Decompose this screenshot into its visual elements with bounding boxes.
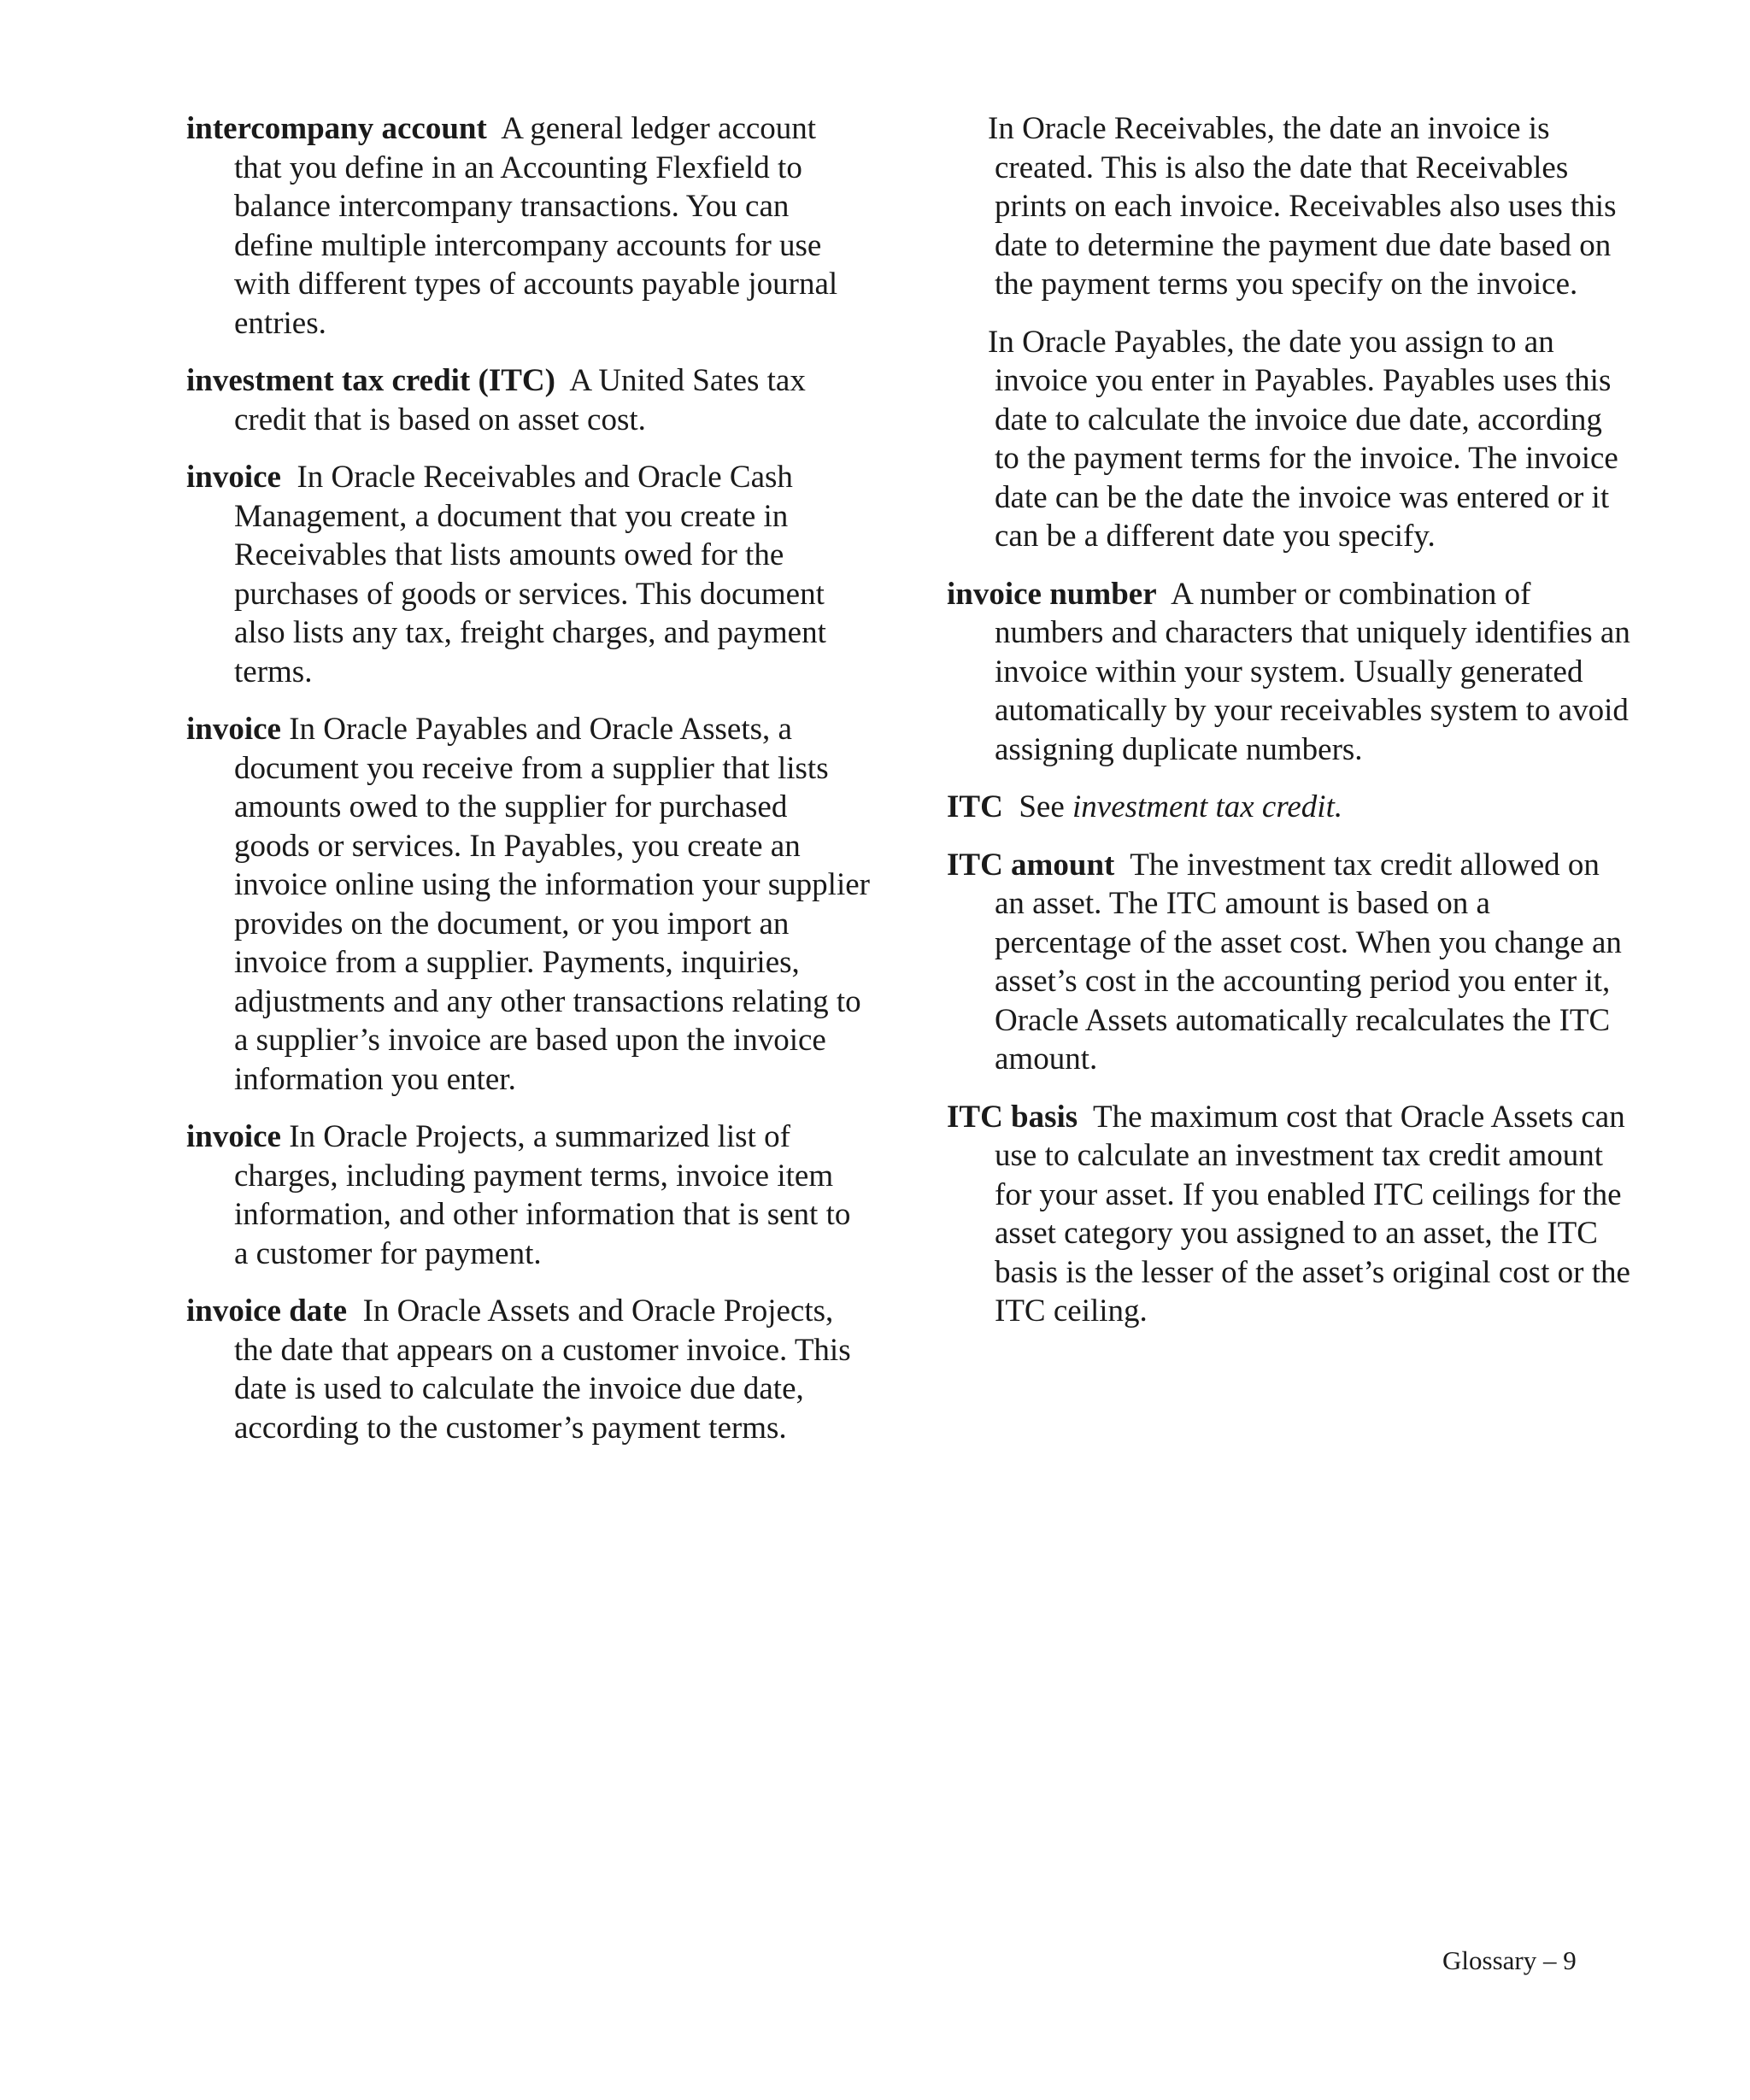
glossary-definition: In Oracle Projects, a summarized list of charges, including payment terms, invoice item information, and other information that is sent to a customer for payment. bbox=[234, 1119, 851, 1271]
see-label: See bbox=[1019, 789, 1065, 824]
glossary-entry bbox=[947, 1098, 1630, 1331]
glossary-entry bbox=[186, 1117, 870, 1273]
glossary-definition: A number or combination of numbers and characters that uniquely identifies an invoice within your system. Usually generated automatically by your receivables system to avoid assigning duplicate numbers. bbox=[995, 576, 1630, 767]
glossary-entry bbox=[186, 361, 870, 439]
page-footer: Glossary – 9 bbox=[1442, 1945, 1577, 1975]
glossary-entry bbox=[947, 846, 1630, 1079]
glossary-definition: The maximum cost that Oracle Assets can use to calculate an investment tax credit amount for your asset. If you enabled ITC ceilings for the asset category you assigned to an asset, the ITC basis is the lesser of the asset’s original cost or the ITC ceiling. bbox=[995, 1099, 1630, 1329]
glossary-term: invoice bbox=[186, 460, 281, 495]
glossary-definition-continued: In Oracle Receivables, the date an invoice is created. This is also the date that Receivables prints on each invoice. Receivables also uses this date to determine the payment due date based on the payment terms you specify on the invoice. bbox=[988, 111, 1617, 302]
glossary-term: intercompany account bbox=[186, 111, 487, 146]
glossary-entry bbox=[947, 788, 1630, 827]
glossary-definition: In Oracle Assets and Oracle Projects, the date that appears on a customer invoice. This date is used to calculate the invoice due date, according to the customer’s payment terms. bbox=[234, 1293, 851, 1446]
glossary-term: invoice bbox=[186, 712, 281, 747]
glossary-term: ITC bbox=[947, 789, 1003, 824]
glossary-entry bbox=[186, 109, 870, 343]
glossary-definition: A general ledger account that you define in an Accounting Flexfield to balance intercompany transactions. You can define multiple intercompany accounts for use with different types of accounts payable journal entries. bbox=[234, 111, 838, 341]
glossary-term: invoice date bbox=[186, 1293, 348, 1329]
glossary-term: ITC basis bbox=[947, 1099, 1078, 1135]
glossary-definition: A United Sates tax credit that is based on asset cost. bbox=[234, 363, 806, 437]
glossary-definition: The investment tax credit allowed on an asset. The ITC amount is based on a percentage of the asset cost. When you change an asset’s cost in the accounting period you enter it, Oracle Assets automatically recalculates the ITC amount. bbox=[995, 847, 1622, 1076]
glossary-entry bbox=[186, 458, 870, 691]
glossary-term: investment tax credit (ITC) bbox=[186, 363, 555, 398]
glossary-term: invoice bbox=[186, 1119, 281, 1154]
glossary-term: ITC amount bbox=[947, 847, 1115, 883]
glossary-definition-continued: In Oracle Payables, the date you assign to an invoice you enter in Payables. Payables uses this date to calculate the invoice due date, according to the payment terms for the invoice. The invoice date can be the date the invoice was entered or it can be a different date you specify. bbox=[988, 324, 1618, 554]
left-column bbox=[186, 109, 870, 1466]
cross-reference: investment tax credit. bbox=[1072, 789, 1343, 824]
right-column bbox=[947, 109, 1630, 1350]
glossary-definition: In Oracle Payables and Oracle Assets, a document you receive from a supplier that lists amounts owed to the supplier for purchased goods or services. In Payables, you create an invoice online using the information your supplier provides on the document, or you import an invoice from a supplier. Payments, inquiries, adjustments and any other transactions relating to a supplier’s invoice are based upon the invoice information you enter. bbox=[234, 712, 870, 1097]
glossary-entry bbox=[947, 575, 1630, 770]
glossary-entry bbox=[186, 710, 870, 1099]
glossary-term: invoice number bbox=[947, 576, 1157, 612]
glossary-entry bbox=[186, 1292, 870, 1447]
glossary-definition: In Oracle Receivables and Oracle Cash Management, a document that you create in Receivables that lists amounts owed for the purchases of goods or services. This document also lists any tax, freight charges, and payment terms. bbox=[234, 460, 826, 689]
